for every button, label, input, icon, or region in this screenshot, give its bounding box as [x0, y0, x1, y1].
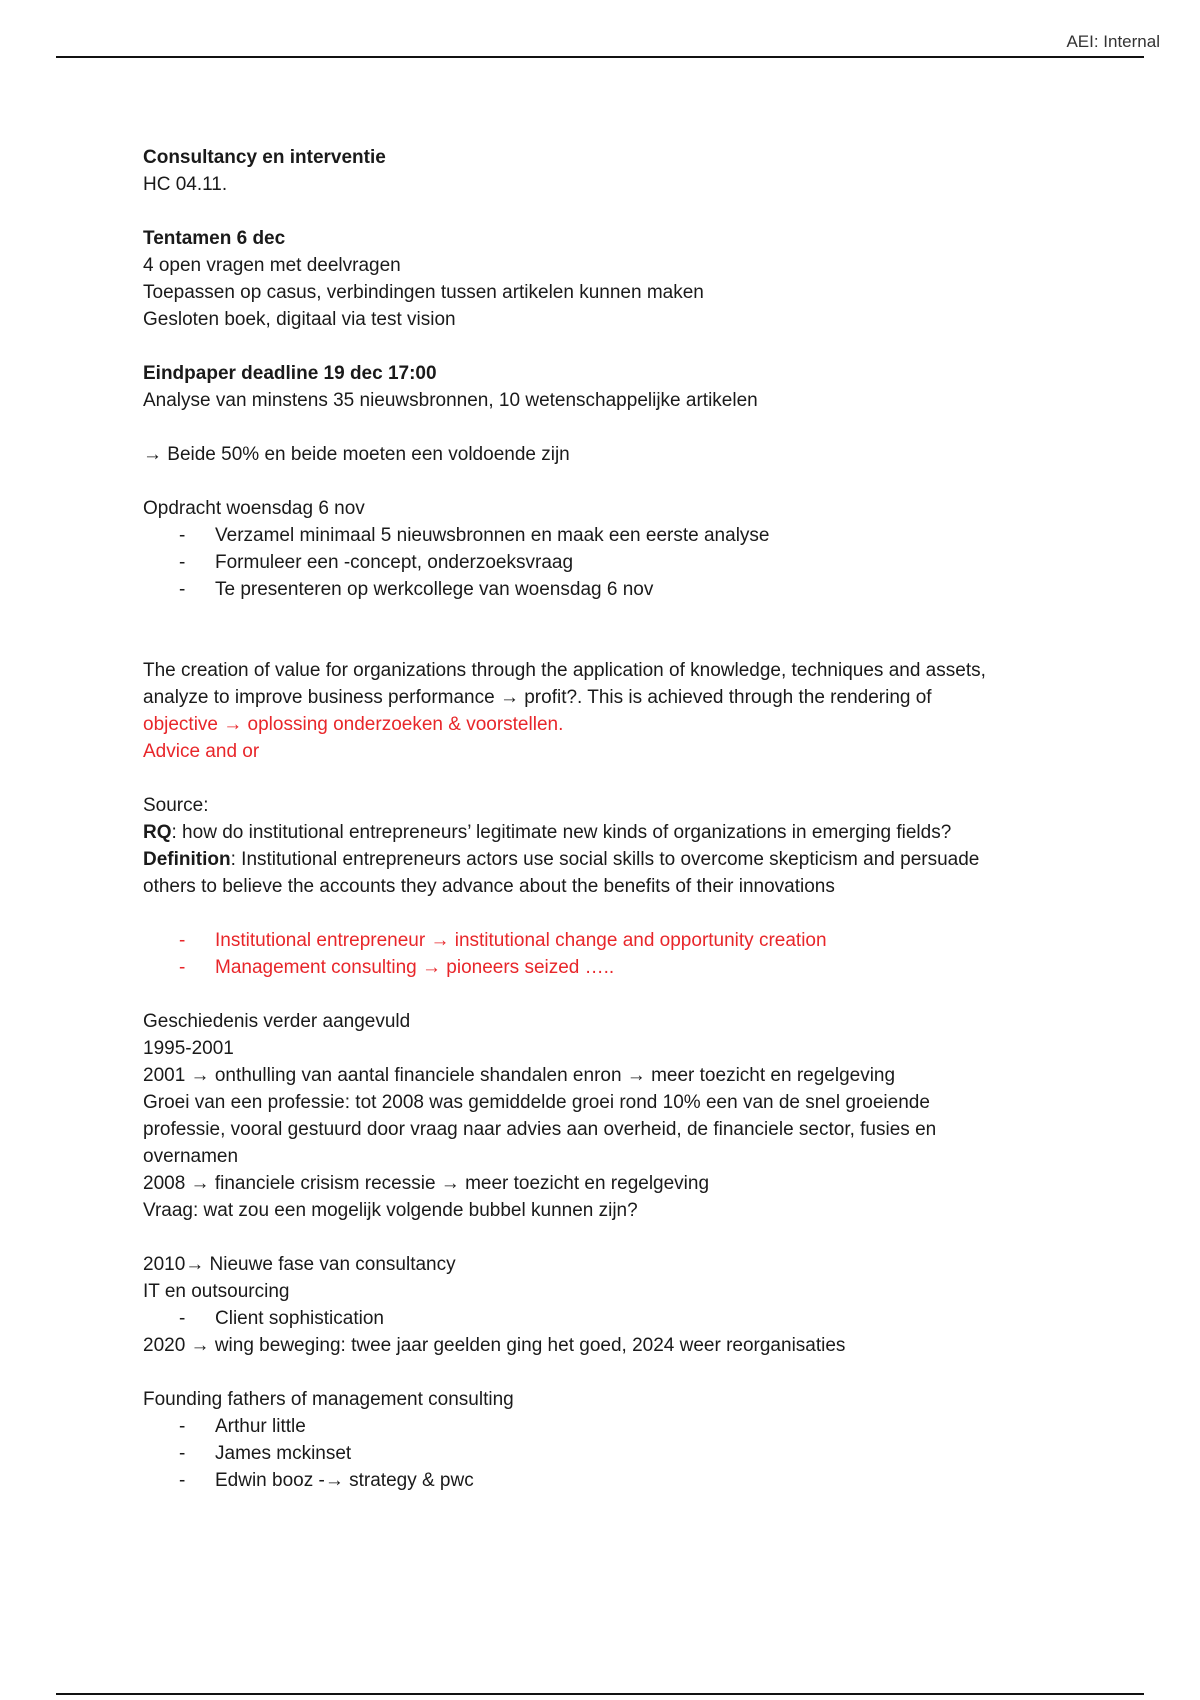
history-line: Vraag: wat zou een mogelijk volgende bubbel kunnen zijn? — [143, 1200, 638, 1221]
paper-line: Analyse van minstens 35 nieuwsbronnen, 10 wetenschappelijke artikelen — [143, 390, 758, 411]
document-title: Consultancy en interventie — [143, 147, 386, 168]
exam-heading: Tentamen 6 dec — [143, 228, 286, 249]
list-item: - Edwin booz -→ strategy & pwc — [143, 1467, 1063, 1494]
definition-red-line: Advice and or — [143, 741, 260, 762]
definition-text: : Institutional entrepreneurs actors use social skills to overcome skepticism and persuade — [230, 849, 980, 870]
founders-list — [143, 1413, 1063, 1494]
list-item: - Management consulting → pioneers seized ….. — [143, 954, 1063, 981]
list-item: - Verzamel minimaal 5 nieuwsbronnen en maak een eerste analyse — [143, 522, 1063, 549]
assignment-heading: Opdracht woensdag 6 nov — [143, 498, 365, 519]
founders-heading: Founding fathers of management consulting — [143, 1389, 514, 1410]
definition-label: Definition — [143, 849, 231, 870]
phase-line: 2020 → wing beweging: twee jaar geelden ging het goed, 2024 weer reorganisaties — [143, 1335, 846, 1356]
assignment-list — [143, 522, 1063, 603]
document-body — [143, 144, 1063, 1494]
classification-label: AEI: Internal — [1066, 32, 1160, 51]
history-line: 2001 → onthulling van aantal financiele shandalen enron → meer toezicht en regelgeving — [143, 1065, 896, 1086]
exam-line: Toepassen op casus, verbindingen tussen artikelen kunnen maken — [143, 282, 704, 303]
list-item: - Formuleer een -concept, onderzoeksvraag — [143, 549, 1063, 576]
definition-line: analyze to improve business performance → profit?. This is achieved through the rendering of — [143, 687, 932, 708]
header-rule — [56, 56, 1144, 58]
list-item: - James mckinset — [143, 1440, 1063, 1467]
list-item: - Te presenteren op werkcollege van woensdag 6 nov — [143, 576, 1063, 603]
definition-red-line: objective → oplossing onderzoeken & voorstellen. — [143, 714, 564, 735]
definition-line: The creation of value for organizations through the application of knowledge, techniques and assets, — [143, 660, 986, 681]
source-list — [143, 927, 1063, 981]
rq-text: : how do institutional entrepreneurs’ legitimate new kinds of organizations in emerging fields? — [171, 822, 952, 843]
grading-note: → Beide 50% en beide moeten een voldoende zijn — [143, 444, 570, 465]
footer-rule — [56, 1693, 1144, 1695]
phase-line: 2010→ Nieuwe fase van consultancy — [143, 1254, 456, 1275]
list-item: - Institutional entrepreneur → institutional change and opportunity creation — [143, 927, 1063, 954]
exam-line: 4 open vragen met deelvragen — [143, 255, 401, 276]
research-question — [143, 819, 1063, 846]
history-line: Geschiedenis verder aangevuld — [143, 1011, 411, 1032]
source-label: Source: — [143, 795, 209, 816]
phase-list — [143, 1305, 1063, 1332]
history-line: 2008 → financiele crisism recessie → meer toezicht en regelgeving — [143, 1173, 710, 1194]
phase-line: IT en outsourcing — [143, 1281, 290, 1302]
list-item: - Arthur little — [143, 1413, 1063, 1440]
paper-heading: Eindpaper deadline 19 dec 17:00 — [143, 363, 437, 384]
exam-line: Gesloten boek, digitaal via test vision — [143, 309, 456, 330]
rq-label: RQ — [143, 822, 172, 843]
list-item: - Client sophistication — [143, 1305, 1063, 1332]
history-line: overnamen — [143, 1146, 239, 1167]
history-line: Groei van een professie: tot 2008 was gemiddelde groei rond 10% een van de snel groeiende — [143, 1092, 930, 1113]
document-subtitle: HC 04.11. — [143, 174, 228, 195]
source-definition — [143, 846, 1063, 873]
history-line: 1995-2001 — [143, 1038, 234, 1059]
source-definition-cont: others to believe the accounts they advance about the benefits of their innovations — [143, 876, 835, 897]
history-line: professie, vooral gestuurd door vraag naar advies aan overheid, de financiele sector, fusies en — [143, 1119, 937, 1140]
